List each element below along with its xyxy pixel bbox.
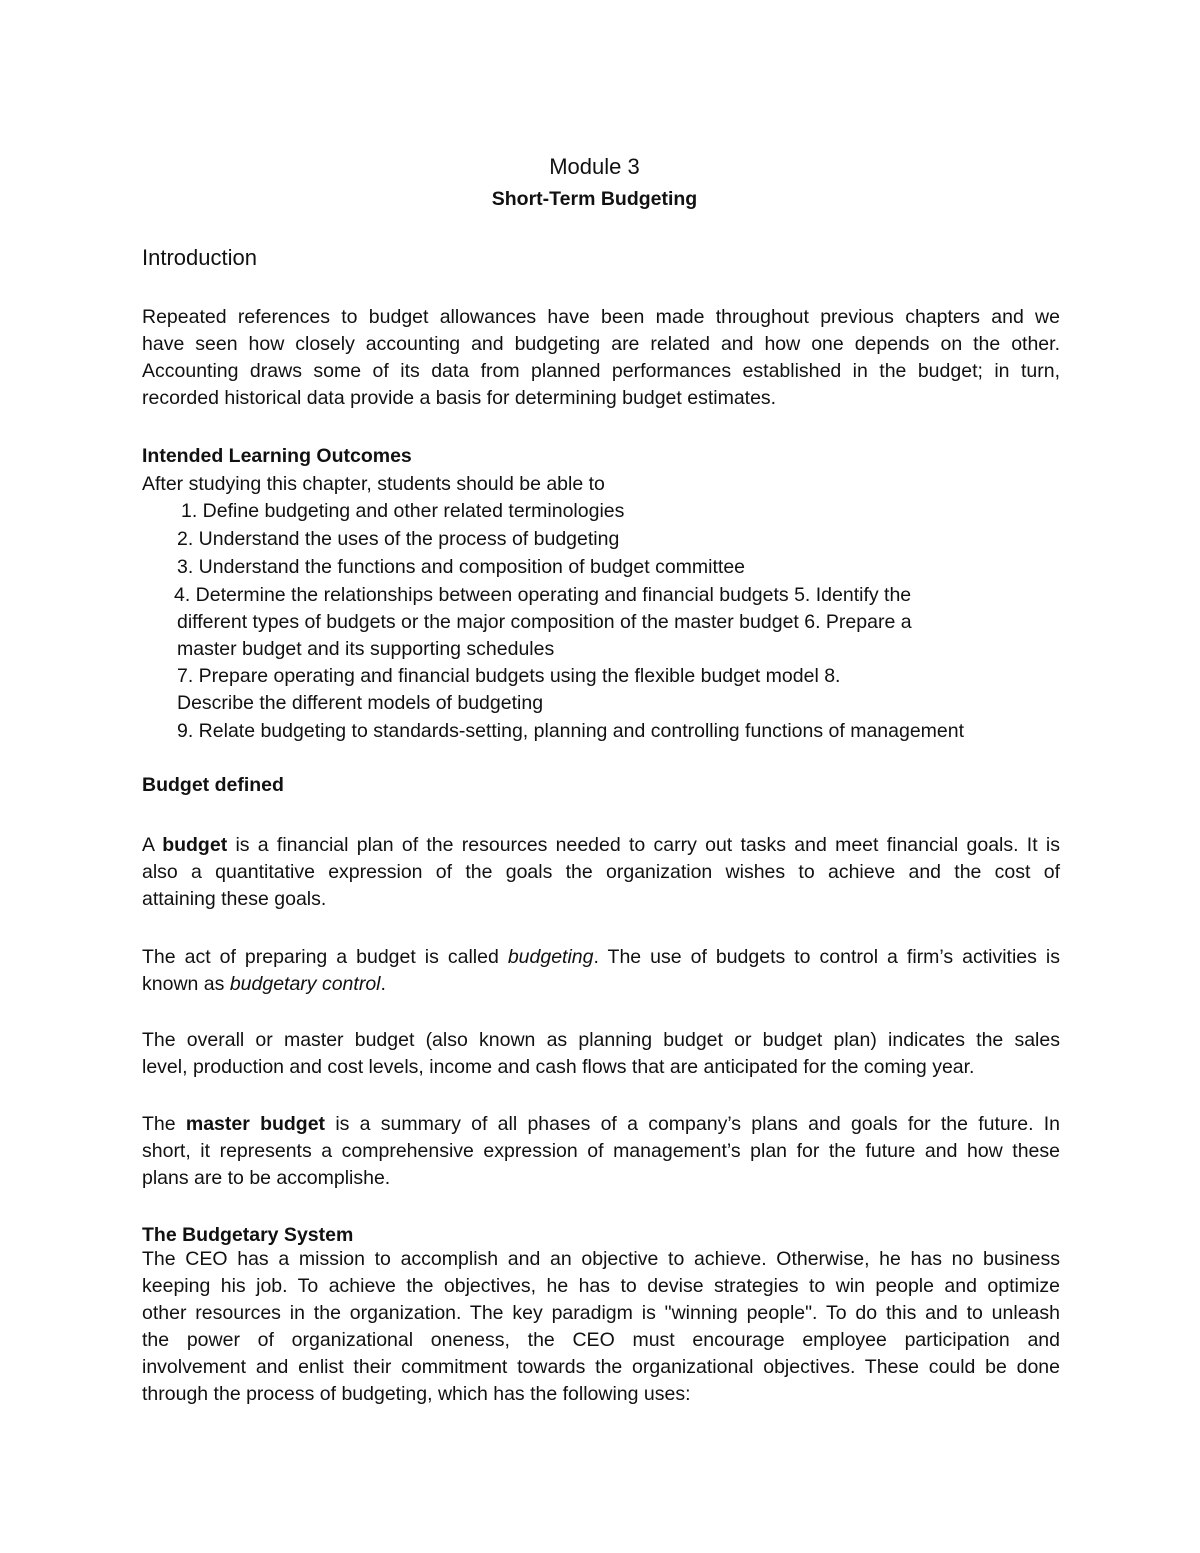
paragraph-line bbox=[142, 971, 1060, 998]
budget-definition-paragraph bbox=[142, 832, 1060, 913]
paragraph-line: other resources in the organization. The key paradigm is "winning people". To do this and to unleash bbox=[142, 1302, 1060, 1324]
paragraph-line bbox=[142, 944, 1060, 971]
outcome-item: master budget and its supporting schedules bbox=[177, 638, 555, 660]
text-run: . The use of budgets to control a firm’s activities is bbox=[593, 946, 1060, 968]
outcome-item: 7. Prepare operating and financial budgets using the flexible budget model 8. bbox=[177, 665, 841, 687]
paragraph-line bbox=[142, 832, 1060, 859]
paragraph-line: through the process of budgeting, which has the following uses: bbox=[142, 1383, 691, 1405]
paragraph-line: plans are to be accomplishe. bbox=[142, 1167, 391, 1189]
paragraph-line: attaining these goals. bbox=[142, 888, 327, 910]
page-subtitle: Short-Term Budgeting bbox=[491, 188, 698, 210]
outcome-item: 3. Understand the functions and composition of budget committee bbox=[177, 556, 746, 578]
paragraph-line: short, it represents a comprehensive expression of management’s plan for the future and how these bbox=[142, 1140, 1060, 1162]
introduction-paragraph bbox=[142, 304, 1060, 412]
text-run: The bbox=[142, 1113, 186, 1135]
outcome-item: Describe the different models of budgeting bbox=[177, 692, 544, 714]
page-title: Module 3 bbox=[549, 154, 640, 179]
text-run: . bbox=[380, 973, 386, 995]
paragraph-line: also a quantitative expression of the goals the organization wishes to achieve and the cost of bbox=[142, 861, 1060, 883]
outcomes-heading: Intended Learning Outcomes bbox=[142, 445, 412, 467]
outcomes-lead: After studying this chapter, students should be able to bbox=[142, 473, 605, 495]
budgetary-system-paragraph bbox=[142, 1246, 1060, 1408]
paragraph-line: recorded historical data provide a basis for determining budget estimates. bbox=[142, 387, 777, 409]
text-run: is a financial plan of the resources needed to carry out tasks and meet financial goals. It is bbox=[227, 834, 1060, 856]
paragraph-line: The CEO has a mission to accomplish and an objective to achieve. Otherwise, he has no business bbox=[142, 1248, 1060, 1270]
outcome-item: different types of budgets or the major composition of the master budget 6. Prepare a bbox=[177, 611, 912, 633]
master-budget-paragraph bbox=[142, 1111, 1060, 1192]
text-run: is a summary of all phases of a company’s plans and goals for the future. In bbox=[325, 1113, 1060, 1135]
paragraph-line: Accounting draws some of its data from planned performances established in the budget; in turn, bbox=[142, 360, 1060, 382]
introduction-heading: Introduction bbox=[142, 245, 257, 270]
italic-term: budgeting bbox=[507, 946, 594, 968]
outcome-item: 4. Determine the relationships between operating and financial budgets 5. Identify the bbox=[174, 584, 912, 606]
italic-term: budgetary control bbox=[229, 973, 381, 995]
bold-term: master budget bbox=[185, 1113, 326, 1135]
outcome-item: 2. Understand the uses of the process of budgeting bbox=[177, 528, 620, 550]
text-run: The act of preparing a budget is called bbox=[142, 946, 508, 968]
paragraph-line: involvement and enlist their commitment towards the organizational objectives. These could be done bbox=[142, 1356, 1060, 1378]
budgeting-paragraph bbox=[142, 944, 1060, 998]
paragraph-line bbox=[142, 1111, 1060, 1138]
paragraph-line: The overall or master budget (also known as planning budget or budget plan) indicates the sales bbox=[142, 1029, 1060, 1051]
budgetary-system-heading: The Budgetary System bbox=[142, 1224, 354, 1246]
overall-budget-paragraph bbox=[142, 1027, 1060, 1081]
paragraph-line: the power of organizational oneness, the CEO must encourage employee participation and bbox=[142, 1329, 1060, 1351]
text-run: known as bbox=[142, 973, 230, 995]
paragraph-line: Repeated references to budget allowances have been made throughout previous chapters and we bbox=[142, 306, 1060, 328]
outcome-item: 9. Relate budgeting to standards-setting, planning and controlling functions of management bbox=[177, 720, 965, 742]
text-run: A bbox=[142, 834, 163, 856]
paragraph-line: level, production and cost levels, income and cash flows that are anticipated for the coming year. bbox=[142, 1056, 975, 1078]
paragraph-line: have seen how closely accounting and budgeting are related and how one depends on the other. bbox=[142, 333, 1060, 355]
budget-defined-heading: Budget defined bbox=[142, 774, 284, 796]
bold-term: budget bbox=[162, 834, 228, 856]
outcome-item: 1. Define budgeting and other related terminologies bbox=[181, 500, 625, 522]
paragraph-line: keeping his job. To achieve the objectives, he has to devise strategies to win people and optimize bbox=[142, 1275, 1060, 1297]
